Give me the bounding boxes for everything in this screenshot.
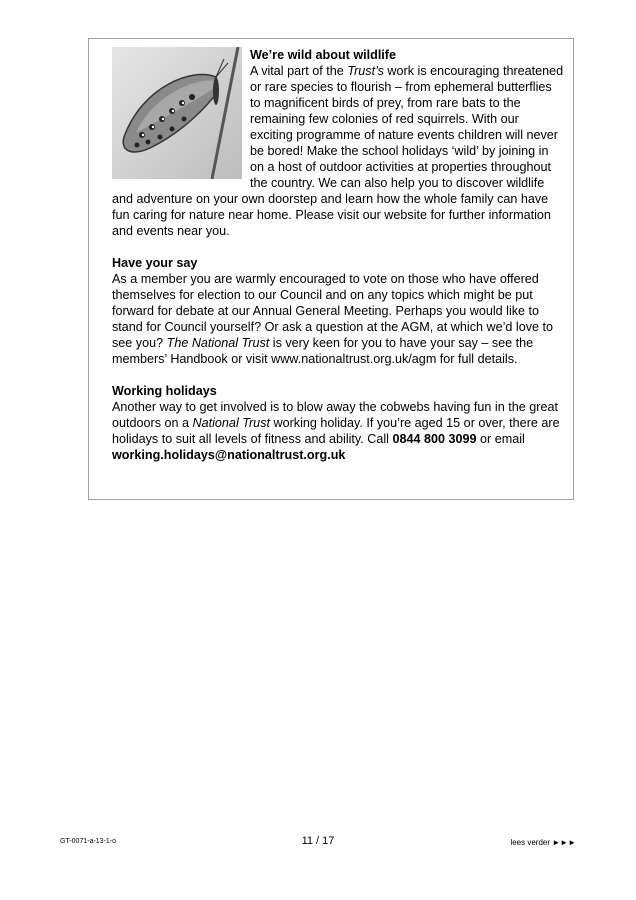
have-your-say-text: As a member you are warmly encouraged to vote on those who have offered themselves for election to our Council and on any topics which might be put forward for debate at our Annual General Meeting. Perhaps you would like to stand for Council yourself? Or ask a question at the AGM, at which we’d love to see you? The National Trust is very keen for you to have your say – see the members’ Handbook or visit www.nationaltrust.org.uk/agm for full details.	[112, 272, 554, 366]
have-your-say-heading: Have your say	[112, 256, 198, 270]
email-address: working.holidays@nationaltrust.org.uk	[112, 448, 346, 462]
article-box	[88, 38, 574, 500]
butterfly-icon	[112, 47, 242, 179]
article-content	[112, 47, 564, 463]
continue-indicator: lees verder ►►►	[510, 838, 576, 847]
working-holidays-text: Another way to get involved is to blow away the cobwebs having fun in the great outdoors on a National Trust working holiday. If you’re aged 15 or over, there are holidays to suit all levels of fitness and ability. Call 0844 800 3099 or email working.holidays@nationaltrust.org.uk	[112, 400, 560, 462]
phone-number: 0844 800 3099	[392, 432, 477, 446]
page-number: 11 / 17	[301, 835, 335, 847]
working-holidays-heading: Working holidays	[112, 384, 217, 398]
wildlife-text: A vital part of the Trust’s work is encouraging threatened or rare species to flourish – from ephemeral butterflies to magnificent birds of prey, from rare bats to the remaining few colonies of red squirrels. With our exciting programme of nature events children will never be bored! Make the school holidays ‘wild’ by joining in on a host of outdoor activities at properties throughout the country. We can also help you to discover wildlife and adventure on your own doorstep and learn how the whole family can have fun caring for nature near home. Please visit our website for further information and events near you.	[112, 64, 564, 238]
wildlife-heading: We’re wild about wildlife	[250, 48, 397, 62]
butterfly-photo	[112, 47, 242, 179]
document-code: GT-0071-a-13-1-o	[60, 838, 117, 845]
